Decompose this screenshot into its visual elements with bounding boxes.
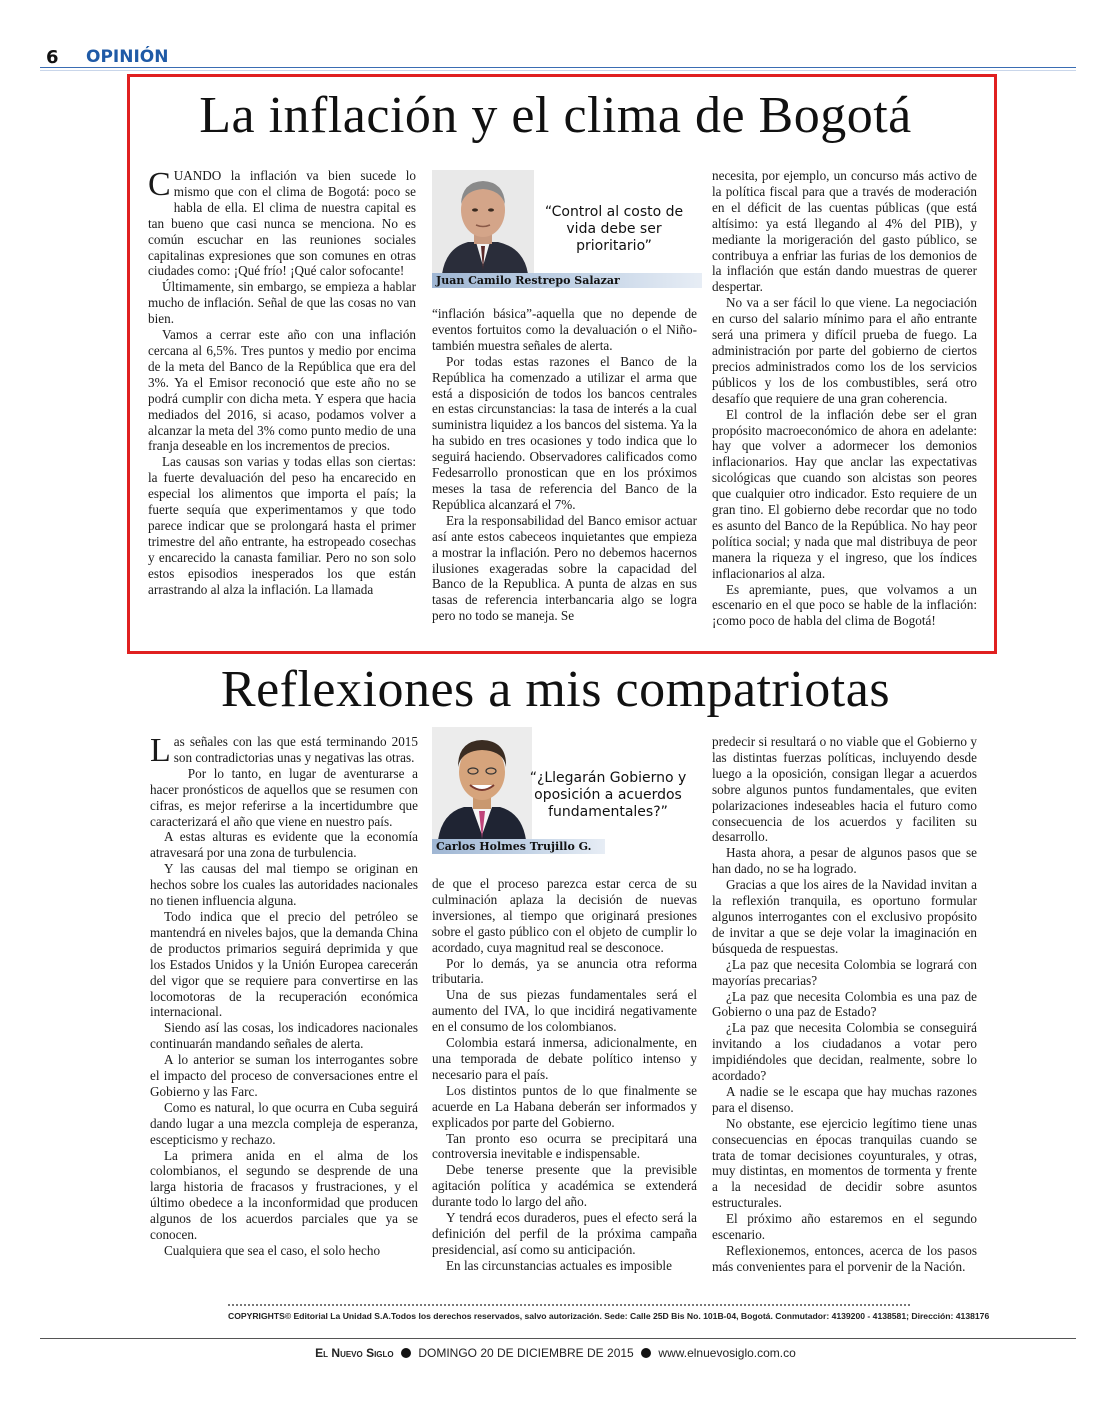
footer-rule <box>40 1338 1076 1339</box>
article2-column-3 <box>712 734 977 1275</box>
article1-p1-text: UANDO la inflación va bien sucede lo mismo que con el clima de Bogotá: poco se habla de ella. El clima de nuestra capital es tan bueno que casi nunca se menciona. No es común escuchar en las reuniones sociales capitalinas expresiones que son comunes en otras ciudades como: ¡Qué frío! ¡Qué calor sofocante! <box>148 168 416 279</box>
pull-quote-2: “¿Llegarán Gobierno y oposición a acuerdos fundamentales?” <box>529 770 687 820</box>
article2-p28: El próximo año estaremos en el segundo escenario. <box>712 1211 977 1243</box>
article1-p2: Últimamente, sin embargo, se empieza a hablar mucho de inflación. Señal de que las cosas no van bien. <box>148 279 416 327</box>
author-name-restrepo: Juan Camilo Restrepo Salazar <box>432 273 702 288</box>
article2-p9: La primera anida en el alma de los colombianos, el segundo se desprende de una larga historia de fracasos y frustraciones, y el último obedece a la inconformidad que producen algunos de los acuerdos parciales que ya se conocen. <box>150 1147 418 1243</box>
footer-dotted-rule <box>228 1304 910 1306</box>
portrait-image <box>432 170 534 274</box>
article2-p14: Colombia estará inmersa, adicionalmente, en una temporada de debate político intenso y necesario para el país. <box>432 1035 697 1082</box>
article2-p19: En las circunstancias actuales es imposible <box>446 1257 672 1273</box>
article2-p22: Gracias a que los aires de la Navidad invitan a la reflexión tranquila, es oportuno formular algunos interrogantes con el exclusivo propósito de invitar a que se deje volar la imaginación en búsqueda de respuestas. <box>712 877 977 956</box>
article2-p27: No obstante, ese ejercicio legítimo tiene unas consecuencias en épocas tranquilas cuando se trata de tomar decisiones coyunturales, y otras, muy distintas, en momentos de tormenta y frente a la necesidad de decidir sobre asuntos estructurales. <box>712 1115 977 1211</box>
header-rule <box>40 67 1076 68</box>
article2-p24: ¿La paz que necesita Colombia es una paz de Gobierno o una paz de Estado? <box>712 988 977 1020</box>
article2-p15: Los distintos puntos de lo que finalmente se acuerde en La Habana deberán ser informados y explicados por parte del Gobierno. <box>432 1082 697 1130</box>
article2-p23: ¿La paz que necesita Colombia se logrará con mayorías precarias? <box>712 956 977 988</box>
section-label: OPINIÓN <box>86 47 169 67</box>
article2-title: Reflexiones a mis compatriotas <box>220 661 891 718</box>
article1-p3: Vamos a cerrar este año con una inflación cercana al 6,5%. Tres puntos y medio por encima de la meta del Banco de la República que era del 3%. Ya el Emisor reconoció que este año no se podrá cumplir con dicha meta. Y espera que hacia mediados del 2016, si acaso, podamos volver a alcanzar la meta del 3% como punto medio de una franja deseable en los incrementos de precios. <box>148 327 416 454</box>
article1-p8: necesita, por ejemplo, un concurso más activo de la política fiscal para que a través de moderación en el déficit de las cuentas públicas (que está altísimo: ya está llegando al 4% del PIB), y mediante la morigeración del gasto público, se contribuya a enfriar las furias de los demonios de la inflación que están dando muestras de querer despertar. <box>712 168 977 295</box>
article2-p6: Siendo así las cosas, los indicadores nacionales continuarán mandando señales de alerta. <box>150 1020 418 1052</box>
article2-p4: Y las causas del mal tiempo se originan en hechos sobre los cuales las autoridades nacionales no tienen influencia alguna. <box>150 861 418 909</box>
article2-column-2 <box>432 876 697 1274</box>
header-rule-light <box>40 70 1076 71</box>
article1-p10: El control de la inflación debe ser el gran propósito macroeconómico de ahora en adelante: hay que volver a adormecer los demonios inflacionarios. Hay que anclar las expectativas sicológicas que cuando son alcistas son peores que cualquier otro indicador. Esto requiere de un gran tino. El gobierno debe recordar que no todo es asunto del Banco de la República. No hay peor política social; y nada que mal distribuya de peor manera la riqueza y el ingreso, que los índices inflacionarios al alza. <box>712 406 977 581</box>
article2-p5: Todo indica que el precio del petróleo se mantendrá en niveles bajos, que la demanda China de productos primarios seguirá deprimida y que los Estados Unidos y la Unión Europea carecerán del vigor que se requiere para convertirse en las locomotoras de la recuperación económica internacional. <box>150 908 418 1020</box>
portrait-image <box>432 727 532 840</box>
article2-p25: ¿La paz que necesita Colombia se conseguirá invitando a los ciudadanos a votar pero impidiéndoles que decidan, realmente, sobre lo acordado? <box>712 1020 977 1084</box>
article2-p21: Hasta ahora, a pesar de algunos pasos que se han dado, no se ha logrado. <box>712 845 977 877</box>
page-number: 6 <box>46 47 59 68</box>
article1-p11: Es apremiante, pues, que volvamos a un escenario en el que poco se hable de la inflación: ¡como poco de habla del clima de Bogotá! <box>712 581 977 629</box>
article2-p16: Tan pronto eso ocurra se precipitará una controversia inevitable e indispensable. <box>432 1130 697 1162</box>
author-name-trujillo: Carlos Holmes Trujillo G. <box>432 839 605 854</box>
dropcap: C <box>148 166 171 203</box>
bullet-icon <box>641 1348 651 1358</box>
article1-p4: Las causas son varias y todas ellas son ciertas: la fuerte devaluación del peso ha encarecido en especial los alimentos que importa el país; la fuerte sequía que experimentamos y que todo parece indicar que se prolongará hasta el primer trimestre del año entrante, ha estropeado cosechas y encarecido la canasta familiar. Pero no son solo estos episodios inesperados los que están arrastrando al alza la inflación. La llamada <box>148 454 416 597</box>
article1-p7: Era la responsabilidad del Banco emisor actuar así ante estos cabeceos inquietantes que empieza a mostrar la inflación. Pero no debemos hacernos ilusiones exageradas sobre la capacidad del Banco de la Republica. A punta de alzas en sus tasas de referencia interbancaria algo se logra pero no todo se maneja. Se <box>432 512 697 624</box>
article2-p7: A lo anterior se suman los interrogantes sobre el impacto del proceso de conversaciones entre el Gobierno y las Farc. <box>150 1052 418 1099</box>
publication-date: DOMINGO 20 DE DICIEMBRE DE 2015 <box>418 1346 634 1360</box>
website-url: www.elnuevosiglo.com.co <box>658 1346 796 1360</box>
article2-p1-text: as señales con las que está terminando 2015 son contradictorias unas y negativas las otras. <box>173 734 418 765</box>
article1-p9: No va a ser fácil lo que viene. La negociación en curso del salario mínimo para el año entrante será una primera y difícil prueba de fuego. La administración por parte del gobierno de ciertos precios administrados como los de los servicios públicos y los de los combustibles, será otro desafío que requiere de una gran coherencia. <box>712 295 977 406</box>
article2-p10: Cualquiera que sea el caso, el solo hecho <box>164 1243 381 1258</box>
article1-column-1 <box>148 168 416 597</box>
article2-p18: Y tendrá ecos duraderos, pues el efecto será la definición del perfil de la próxima campaña presidencial, así como su anticipación. <box>432 1210 697 1257</box>
article1-p1 <box>148 168 416 279</box>
article1-column-3 <box>712 168 977 629</box>
author-photo-restrepo <box>432 170 534 274</box>
article2-p8: Como es natural, lo que ocurra en Cuba seguirá dando lugar a una mezcla compleja de esperanza, escepticismo y rechazo. <box>150 1099 418 1147</box>
article1-p5: “inflación básica”-aquella que no depende de eventos fortuitos como la devaluación o el Niño- también muestra señales de alerta. <box>432 306 697 353</box>
article2-p11: de que el proceso parezca estar cerca de su culminación aplaza la decisión de nuevas inversiones, al tiempo que originará presiones sobre el gasto público con el objeto de cumplir lo acordado, cuya magnitud real se desconoce. <box>432 876 697 955</box>
article2-p3: A estas alturas es evidente que la economía atravesará por una zona de turbulencia. <box>150 829 418 861</box>
article2-p26: A nadie se le escapa que hay muchas razones para el disenso. <box>712 1083 977 1115</box>
pull-quote-1: “Control al costo de vida debe ser prioritario” <box>544 204 684 254</box>
article2-p17: Debe tenerse presente que la previsible agitación política y académica se extenderá durante todo lo largo del año. <box>432 1162 697 1210</box>
article1-title: La inflación y el clima de Bogotá <box>199 87 912 144</box>
article2-p29: Reflexionemos, entonces, acerca de los pasos más convenientes para el porvenir de la Nación. <box>712 1243 977 1274</box>
article2-p2: Por lo tanto, en lugar de aventurarse a hacer pronósticos de aquellos que se resumen con cifras, es mejor referirse a la incertidumbre que caracterizará el año que viene en nuestro país. <box>150 765 418 829</box>
article2-p20: predecir si resultará o no viable que el Gobierno y las distintas fuerzas políticas, incluyendo desde luego a la oposición, consigan llegar a acuerdos sobre algunos puntos fundamentales, que eviten polarizaciones indeseables hacia el futuro como consecuencia de los acuerdos y faciliten su desarrollo. <box>712 734 977 845</box>
author-photo-trujillo <box>432 727 532 840</box>
article1-column-2 <box>432 306 697 624</box>
bullet-icon <box>401 1348 411 1358</box>
dropcap: L <box>150 732 171 769</box>
article2-p1 <box>150 732 418 769</box>
article2-column-1 <box>150 734 418 1259</box>
copyright-notice: COPYRIGHTS© Editorial La Unidad S.A.Todos los derechos reservados, salvo autorización. Sede: Calle 25D Bis No. 101B-04, Bogotá. Conmutador: 4139200 - 4138581; Dirección: 4138176 <box>228 1311 990 1321</box>
newspaper-brand: El Nuevo Siglo <box>315 1346 394 1360</box>
article2-p12: Por lo demás, ya se anuncia otra reforma tributaria. <box>432 955 697 987</box>
article2-p13: Una de sus piezas fundamentales será el aumento del IVA, lo que incidirá negativamente en el consumo de los colombianos. <box>432 987 697 1035</box>
footer-info <box>0 1346 1111 1360</box>
article1-p6: Por todas estas razones el Banco de la República ha comenzado a utilizar el arma que está a disposición de todos los bancos centrales en estas circunstancias: la tasa de interés a la cual suministra liquidez a los bancos del sistema. Ya la ha subido en tres ocasiones y todo indica que lo seguirá haciendo. Observadores calificados como Fedesarrollo pronostican que en los próximos meses la tasa de referencia del Banco de la República alcanzará el 7%. <box>432 353 697 512</box>
